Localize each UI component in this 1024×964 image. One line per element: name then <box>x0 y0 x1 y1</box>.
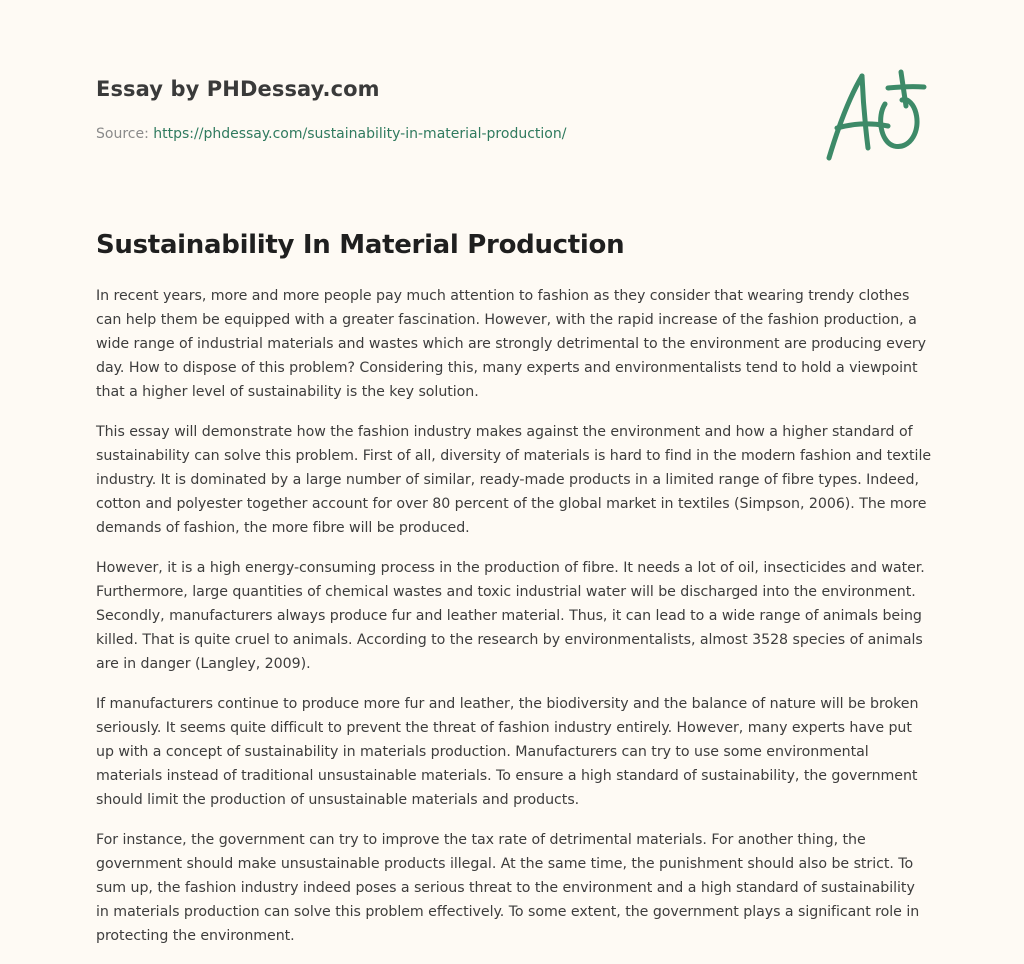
essay-paragraph: In recent years, more and more people pay much attention to fashion as they consider that wearing trendy clothes can help them be equipped with a greater fascination. However, with the rapid increase of the fashion production, a wide range of industrial materials and wastes which are strongly detrimental to the environment are producing every day. How to dispose of this problem? Considering this, many experts and environmentalists tend to hold a viewpoint that a higher level of sustainability is the key solution. <box>96 288 927 400</box>
page-header <box>96 74 796 144</box>
site-title: Essay by PHDessay.com <box>96 77 380 101</box>
essay-paragraph: For instance, the government can try to improve the tax rate of detrimental materials. For another thing, the government should make unsustainable products illegal. At the same time, the punishment should also be strict. To sum up, the fashion industry indeed poses a serious threat to the environment and a high standard of sustainability in materials production can solve this problem effectively. To some extent, the government plays a significant role in protecting the environment. <box>96 832 920 944</box>
source-label: Source: <box>96 126 149 142</box>
essay-title: Sustainability In Material Production <box>96 230 625 260</box>
essay-paragraph: However, it is a high energy-consuming process in the production of fibre. It needs a lot of oil, insecticides and water. Furthermore, large quantities of chemical wastes and toxic industrial water will be discharged into the environment. Secondly, manufacturers always produce fur and leather material. Thus, it can lead to a wide range of animals being killed. That is quite cruel to animals. According to the research by environmentalists, almost 3528 species of animals are in danger (Langley, 2009). <box>96 560 925 672</box>
essay <box>96 226 932 964</box>
a-plus-logo-icon <box>822 66 932 166</box>
essay-paragraph: If manufacturers continue to produce more fur and leather, the biodiversity and the balance of nature will be broken seriously. It seems quite difficult to prevent the threat of fashion industry entirely. However, many experts have put up with a concept of sustainability in materials production. Manufacturers can try to use some environmental materials instead of traditional unsustainable materials. To ensure a high standard of sustainability, the government should limit the production of unsustainable materials and products. <box>96 696 919 808</box>
source-line <box>96 124 796 144</box>
source-link[interactable]: https://phdessay.com/sustainability-in-material-production/ <box>153 126 567 142</box>
essay-paragraph: This essay will demonstrate how the fashion industry makes against the environment and how a higher standard of sustainability can solve this problem. First of all, diversity of materials is hard to find in the modern fashion and textile industry. It is dominated by a large number of similar, ready-made products in a limited range of fibre types. Indeed, cotton and polyester together account for over 80 percent of the global market in textiles (Simpson, 2006). The more demands of fashion, the more fibre will be produced. <box>96 424 932 536</box>
